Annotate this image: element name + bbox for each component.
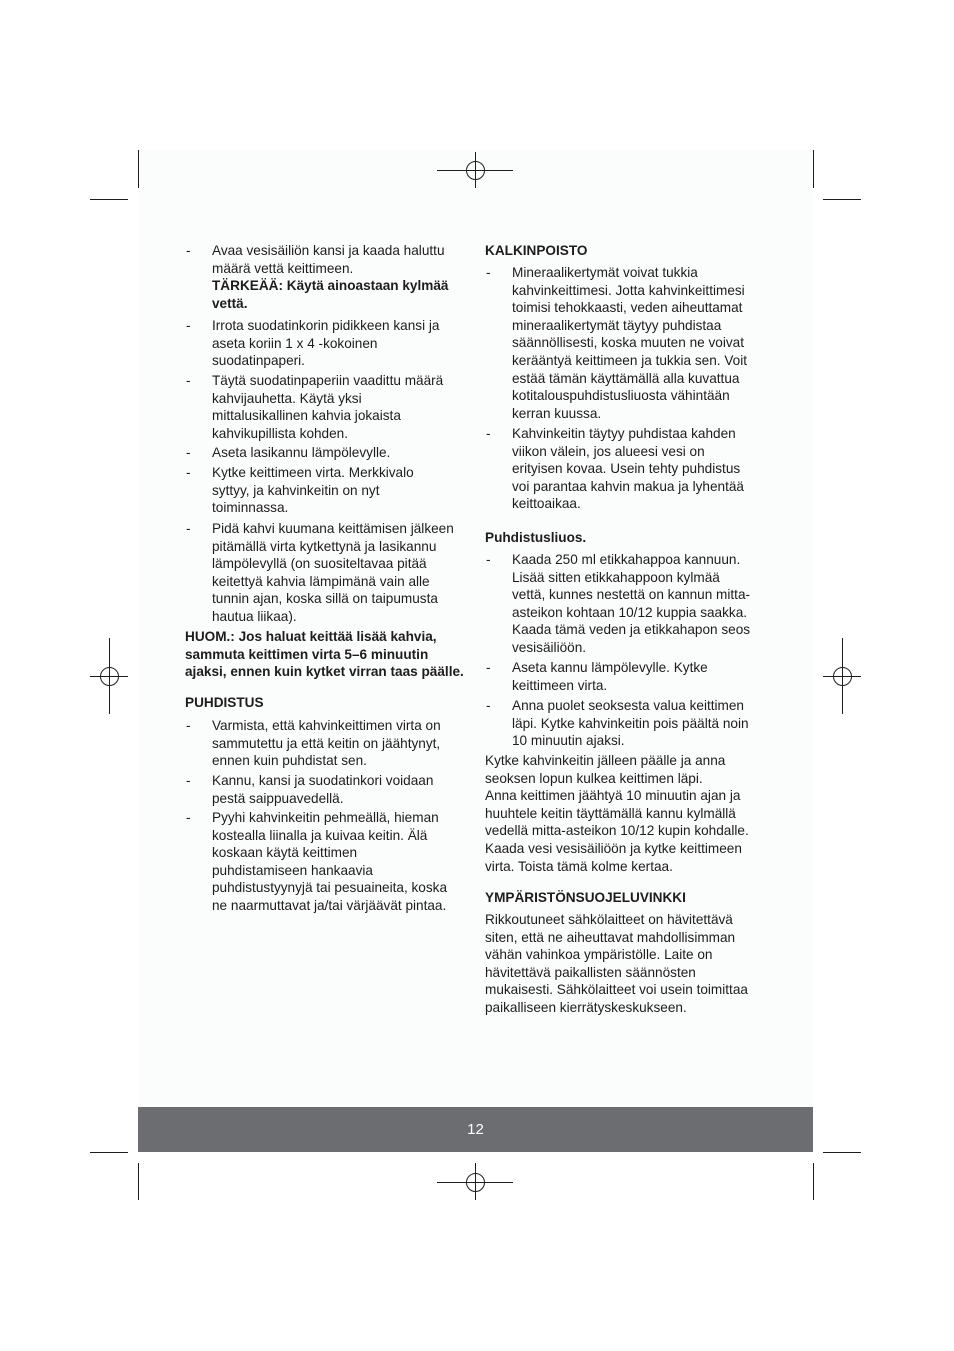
heading-text: YMPÄRISTÖNSUOJELUVINKKI <box>485 890 686 905</box>
bullet-dash: - <box>486 660 491 675</box>
registration-mark-right <box>823 638 861 714</box>
text-line: kotitalouspuhdistusliuosta vähintään <box>512 388 730 404</box>
text-line: määrä vettä keittimeen. <box>212 260 354 276</box>
bullet-dash: - <box>486 698 491 713</box>
text-line: seoksen lopun kulkea keittimen läpi. <box>485 770 703 786</box>
text-line: toimisi tehokkaasti, veden aiheuttamat <box>512 300 743 316</box>
page-number: 12 <box>467 1121 484 1138</box>
bullet-dash: - <box>186 318 191 333</box>
text-line: puhdistamiseen hankaavia <box>212 862 373 878</box>
text-line: mukaisesti. Sähkölaitteet voi usein toimittaa <box>485 982 748 998</box>
registration-mark-bottom <box>437 1163 513 1200</box>
text-line: kerran kuussa. <box>512 405 602 421</box>
instruction-item <box>486 264 747 422</box>
registration-mark-left <box>90 638 128 714</box>
bullet-dash: - <box>186 521 191 536</box>
note-line: HUOM.: Jos haluat keittää lisää kahvia, <box>185 629 437 644</box>
instruction-item <box>486 659 708 694</box>
text-line: Aseta lasikannu lämpölevylle. <box>212 445 391 460</box>
text-line: Kytke kahvinkeitin jälleen päälle ja anna <box>485 753 726 768</box>
instruction-item <box>186 242 449 312</box>
text-line: Kaada vesi vesisäiliöön ja kytke keittimeen <box>485 840 742 856</box>
bullet-dash: - <box>186 243 191 258</box>
body-paragraph <box>485 752 749 875</box>
text-line: keittimeen virta. <box>512 677 608 693</box>
instruction-item <box>186 317 440 370</box>
text-line: Anna keittimen jäähtyä 10 minuutin ajan ja <box>485 788 741 804</box>
footer-bar <box>138 1107 813 1152</box>
important-line: vettä. <box>212 295 248 311</box>
text-line: hävitettävä paikallisten säännösten <box>485 964 696 980</box>
text-line: paikalliseen kierrätyskeskukseen. <box>485 999 687 1015</box>
text-line: lämpölevyllä (on suositeltavaa pitää <box>212 556 427 572</box>
text-line: estää tämän käyttämällä alla kuvattua <box>512 370 740 386</box>
text-line: vettä, kunnes nestettä on kannun mitta- <box>512 587 751 603</box>
text-line: sammutettu ja että keitin on jäähtynyt, <box>212 735 441 751</box>
text-line: Kaada tämä veden ja etikkahapon seos <box>512 622 751 638</box>
bullet-dash: - <box>186 445 191 460</box>
text-line: pestä saippuavedellä. <box>212 790 344 806</box>
text-line: viikon välein, jos alueesi vesi on <box>512 443 705 459</box>
bullet-dash: - <box>486 265 491 280</box>
text-line: mittalusikallinen kahvia jokaista <box>212 408 401 424</box>
text-line: toiminnassa. <box>212 500 289 516</box>
bullet-dash: - <box>186 773 191 788</box>
text-line: kahvijauhetta. Käytä yksi <box>212 390 362 406</box>
instruction-item <box>186 809 448 915</box>
text-line: Avaa vesisäiliön kansi ja kaada haluttu <box>212 243 445 258</box>
text-line: mineraalikertymät täytyy puhdistaa <box>512 317 722 333</box>
text-line: Pyyhi kahvinkeitin pehmeällä, hieman <box>212 810 439 825</box>
section-heading-cleaning <box>185 694 264 712</box>
text-line: puhdistustyynyjä tai pesuaineita, koska <box>212 880 448 896</box>
instruction-item <box>186 464 414 517</box>
text-line: huuhtele keitin täyttämällä kannu kylmällä <box>485 805 736 821</box>
note-line: ajaksi, ennen kuin kytket virran taas päälle. <box>185 664 464 680</box>
heading-text: KALKINPOISTO <box>485 243 588 258</box>
text-line: läpi. Kytke kahvinkeitin pois päältä noin <box>512 715 749 731</box>
text-line: koskaan käytä keittimen <box>212 845 358 861</box>
text-line: Varmista, että kahvinkeittimen virta on <box>212 718 441 733</box>
text-line: kahvinkeittimesi. Jotta kahvinkeittimesi <box>512 282 745 298</box>
heading-text: PUHDISTUS <box>185 695 264 710</box>
note-paragraph <box>185 628 464 681</box>
text-line: aseta koriin 1 x 4 -kokoinen <box>212 335 378 351</box>
instruction-item <box>186 520 454 626</box>
text-line: Täytä suodatinpaperiin vaadittu määrä <box>212 373 444 388</box>
instruction-item <box>486 551 751 657</box>
text-line: Anna puolet seoksesta valua keittimen <box>512 698 744 713</box>
text-line: Irrota suodatinkorin pidikkeen kansi ja <box>212 318 440 333</box>
bullet-dash: - <box>486 552 491 567</box>
body-paragraph <box>485 911 748 1017</box>
registration-mark-top <box>437 152 513 188</box>
text-line: keittoaikaa. <box>512 496 581 512</box>
text-line: Aseta kannu lämpölevylle. Kytke <box>512 660 708 675</box>
text-line: Lisää sitten etikkahappoon kylmää <box>512 569 720 585</box>
text-line: asteikon kohtaan 10/12 kuppia saakka. <box>512 604 748 620</box>
note-line: sammuta keittimen virta 5–6 minuutin <box>185 646 429 662</box>
text-line: virta. Toista tämä kolme kertaa. <box>485 858 673 874</box>
heading-text: Puhdistusliuos. <box>485 530 587 545</box>
text-line: ennen kuin puhdistat sen. <box>212 753 367 769</box>
text-line: erityisen kovaa. Usein tehty puhdistus <box>512 461 741 477</box>
text-line: Kahvinkeitin täytyy puhdistaa kahden <box>512 426 736 441</box>
section-heading-environment <box>485 889 686 907</box>
text-line: syttyy, ja kahvinkeitin on nyt <box>212 482 380 498</box>
section-heading-descaling <box>485 242 587 260</box>
instruction-item <box>186 717 441 770</box>
instruction-item <box>486 697 749 750</box>
text-line: säännöllisesti, koska muuten ne voivat <box>512 335 744 351</box>
text-line: voi parantaa kahvin makua ja lyhentää <box>512 478 744 494</box>
text-line: kostealla liinalla ja kuivaa keitin. Älä <box>212 827 428 843</box>
text-line: 10 minuutin ajaksi. <box>512 733 625 749</box>
text-line: Rikkoutuneet sähkölaitteet on hävitettävä <box>485 912 733 927</box>
text-line: tunnin ajan, koska sillä on taipumusta <box>212 591 438 607</box>
text-line: Kannu, kansi ja suodatinkori voidaan <box>212 773 434 788</box>
important-line: TÄRKEÄÄ: Käytä ainoastaan kylmää <box>212 278 449 294</box>
text-line: vesisäiliöön. <box>512 639 587 655</box>
text-line: keitettyä kahvia lämpimänä vain alle <box>212 573 430 589</box>
text-line: siten, että ne aiheuttavat mahdollisimman <box>485 929 736 945</box>
bullet-dash: - <box>186 718 191 733</box>
text-line: vedellä mitta-asteikon 10/12 kupin kohdalle. <box>485 823 749 839</box>
text-line: pitämällä virta kytkettynä ja lasikannu <box>212 538 437 554</box>
bullet-dash: - <box>486 426 491 441</box>
text-line: Kaada 250 ml etikkahappoa kannuun. <box>512 552 741 567</box>
text-line: vähän vahinkoa ympäristölle. Laite on <box>485 947 713 963</box>
text-line: ne naarmuttavat ja/tai värjäävät pintaa. <box>212 897 447 913</box>
text-line: hautua liikaa). <box>212 608 297 624</box>
instruction-item <box>486 425 744 513</box>
text-line: kahvikupillista kohden. <box>212 425 349 441</box>
bullet-dash: - <box>186 465 191 480</box>
section-heading-solution <box>485 529 586 547</box>
bullet-dash: - <box>186 373 191 388</box>
text-line: Kytke keittimeen virta. Merkkivalo <box>212 465 414 480</box>
text-line: suodatinpaperi. <box>212 353 305 369</box>
instruction-item <box>186 444 391 462</box>
text-line: Mineraalikertymät voivat tukkia <box>512 265 698 280</box>
bullet-dash: - <box>186 810 191 825</box>
text-line: kerääntyä keittimeen ja tukkia sen. Voit <box>512 352 747 368</box>
instruction-item <box>186 372 444 442</box>
instruction-item <box>186 772 434 807</box>
text-line: Pidä kahvi kuumana keittämisen jälkeen <box>212 521 454 536</box>
